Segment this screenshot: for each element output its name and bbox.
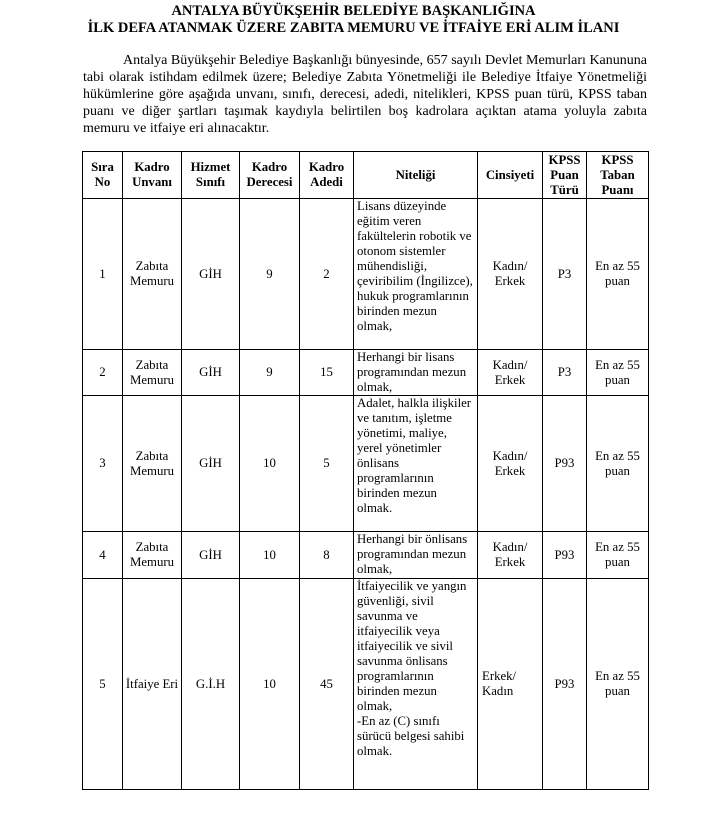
cell-taban: En az 55 puan xyxy=(587,199,649,350)
header-sira-no: Sıra No xyxy=(83,152,123,199)
table-row xyxy=(83,396,649,532)
cell-nitelik: Lisans düzeyinde eğitim veren fakültelerin robotik ve otonom sistemler mühendisliği, çeviribilim (İngilizce), hukuk programlarının birinden mezun olmak, xyxy=(354,199,478,350)
cell-puan-turu: P93 xyxy=(543,396,587,532)
cell-taban: En az 55 puan xyxy=(587,396,649,532)
cell-cinsiyet: Erkek/ Kadın xyxy=(478,579,543,790)
cell-puan-turu: P93 xyxy=(543,532,587,579)
cell-derece: 9 xyxy=(240,199,300,350)
cell-cinsiyet: Kadın/ Erkek xyxy=(478,350,543,396)
cell-sinif: G.İ.H xyxy=(182,579,240,790)
cell-puan-turu: P93 xyxy=(543,579,587,790)
cell-derece: 9 xyxy=(240,350,300,396)
cell-taban: En az 55 puan xyxy=(587,532,649,579)
cell-adet: 15 xyxy=(300,350,354,396)
cell-sinif: GİH xyxy=(182,396,240,532)
header-kadro-derecesi: Kadro Derecesi xyxy=(240,152,300,199)
header-cinsiyeti: Cinsiyeti xyxy=(478,152,543,199)
cell-adet: 45 xyxy=(300,579,354,790)
cell-adet: 8 xyxy=(300,532,354,579)
cell-taban: En az 55 puan xyxy=(587,579,649,790)
cell-sira: 1 xyxy=(83,199,123,350)
cell-nitelik xyxy=(354,579,478,790)
cell-sinif: GİH xyxy=(182,199,240,350)
cell-sira: 2 xyxy=(83,350,123,396)
table-row xyxy=(83,199,649,350)
intro-paragraph: Antalya Büyükşehir Belediye Başkanlığı bünyesinde, 657 sayılı Devlet Memurları Kanununa tabi olarak istihdam edilmek üzere; Belediye Zabıta Yönetmeliği ile Belediye İtfaiye Yönetmeliği hükümlerine göre aşağıda unvanı, sınıfı, derecesi, adedi, nitelikleri, KPSS puan türü, KPSS taban puanı ve diğer şartları taşımak kaydıyla belirtilen boş kadrolara açıktan atama yoluyla zabıta memuru ve itfaiye eri alınacaktır. xyxy=(83,53,647,136)
cell-unvan: İtfaiye Eri xyxy=(123,579,182,790)
cell-nitelik: Adalet, halkla ilişkiler ve tanıtım, işletme yönetimi, maliye, yerel yönetimler önlisans programlarının birinden mezun olmak. xyxy=(354,396,478,532)
cell-sinif: GİH xyxy=(182,532,240,579)
table-row xyxy=(83,532,649,579)
nitelik-extra-text: -En az (C) sınıfı sürücü belgesi sahibi olmak. xyxy=(357,714,465,758)
cell-puan-turu: P3 xyxy=(543,350,587,396)
cell-cinsiyet: Kadın/ Erkek xyxy=(478,396,543,532)
header-kpss-puan-turu: KPSS Puan Türü xyxy=(543,152,587,199)
cell-sira: 5 xyxy=(83,579,123,790)
cell-unvan: Zabıta Memuru xyxy=(123,396,182,532)
cell-sira: 4 xyxy=(83,532,123,579)
cell-taban: En az 55 puan xyxy=(587,350,649,396)
cell-unvan: Zabıta Memuru xyxy=(123,532,182,579)
cell-cinsiyet: Kadın/ Erkek xyxy=(478,199,543,350)
cell-derece: 10 xyxy=(240,532,300,579)
cell-sira: 3 xyxy=(83,396,123,532)
cell-unvan: Zabıta Memuru xyxy=(123,350,182,396)
cell-puan-turu: P3 xyxy=(543,199,587,350)
cell-nitelik: Herhangi bir önlisans programından mezun olmak, xyxy=(354,532,478,579)
table-row xyxy=(83,579,649,790)
table-header-row xyxy=(83,152,649,199)
header-kpss-taban-puani: KPSS Taban Puanı xyxy=(587,152,649,199)
cell-derece: 10 xyxy=(240,579,300,790)
cell-cinsiyet: Kadın/ Erkek xyxy=(478,532,543,579)
cell-unvan: Zabıta Memuru xyxy=(123,199,182,350)
nitelik-text: İtfaiyecilik ve yangın güvenliği, sivil savunma ve itfaiyecilik veya itfaiyecilik ve sivil savunma önlisans programlarının birinden mezun olmak, xyxy=(357,579,467,713)
cell-sinif: GİH xyxy=(182,350,240,396)
header-kadro-adedi: Kadro Adedi xyxy=(300,152,354,199)
header-niteligi: Niteliği xyxy=(354,152,478,199)
cell-nitelik: Herhangi bir lisans programından mezun olmak, xyxy=(354,350,478,396)
title-line-1: ANTALYA BÜYÜKŞEHİR BELEDİYE BAŞKANLIĞINA xyxy=(171,3,536,19)
cell-adet: 5 xyxy=(300,396,354,532)
title-line-2: İLK DEFA ATANMAK ÜZERE ZABITA MEMURU VE İTFAİYE ERİ ALIM İLANI xyxy=(87,20,620,36)
cell-derece: 10 xyxy=(240,396,300,532)
cell-adet: 2 xyxy=(300,199,354,350)
positions-table xyxy=(82,151,649,790)
header-hizmet-sinifi: Hizmet Sınıfı xyxy=(182,152,240,199)
header-kadro-unvani: Kadro Unvanı xyxy=(123,152,182,199)
table-row xyxy=(83,350,649,396)
